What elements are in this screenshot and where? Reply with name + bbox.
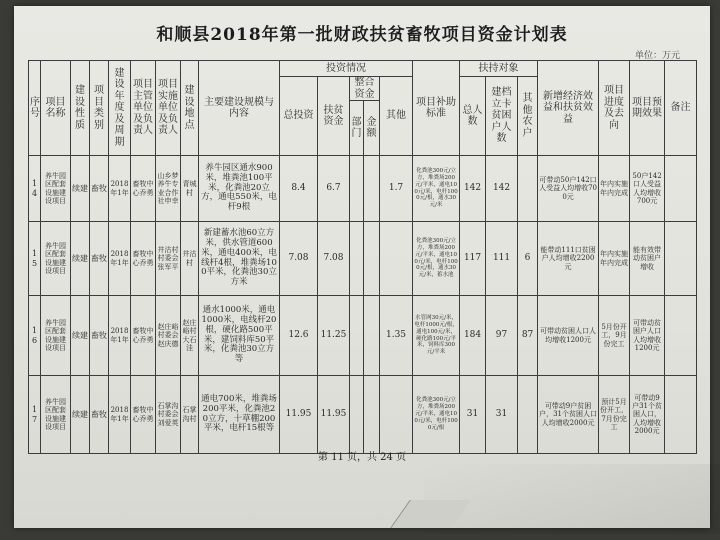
row-total-invest: 8.4 [280, 156, 318, 222]
row-seq: 16 [29, 296, 41, 376]
row-poverty-fund: 11.95 [318, 376, 350, 454]
row-remark [665, 296, 697, 376]
header-impl: 项目实施单位及负责人 [156, 61, 181, 156]
row-total-invest: 11.95 [280, 376, 318, 454]
table-row [29, 376, 697, 454]
header-progress: 项目进度及去向 [599, 61, 630, 156]
row-remark [665, 156, 697, 222]
row-other [380, 376, 413, 454]
row-benefit: 可带动贫困人口人均增收1200元 [538, 296, 599, 376]
row-expected: 50户142口人受益人均增收700元 [630, 156, 665, 222]
row-expected: 可带动贫困户人口人均增收1200元 [630, 296, 665, 376]
row-standard: 化粪池300元/立方，堆粪场200元/平米，通电100元/米，电杆1000元/根，通水30元/米，蓄水池 [413, 222, 460, 296]
header-benefit: 新增经济效益和扶贫效益 [538, 61, 599, 156]
row-other-hh [518, 376, 538, 454]
header-remark: 备注 [665, 61, 697, 156]
row-total-hh: 117 [460, 222, 486, 296]
unit-label: 单位：万元 [634, 51, 680, 61]
row-other: 1.7 [380, 156, 413, 222]
header-location: 建设地点 [181, 61, 199, 156]
row-other-hh: 6 [518, 222, 538, 296]
header-scale: 主要建设规模与内容 [199, 61, 280, 156]
row-progress: 年内实施年内完成 [599, 222, 630, 296]
row-impl: 赵庄峪村委会赵庆德 [156, 296, 181, 376]
row-category: 畜牧 [90, 222, 109, 296]
row-progress: 预计5月份开工，7月份完工 [599, 376, 630, 454]
header-seq: 序号 [29, 61, 41, 156]
row-remark [665, 376, 697, 454]
row-impl: 井沽村村委会张军平 [156, 222, 181, 296]
row-amount [364, 156, 380, 222]
row-card-hh: 111 [486, 222, 518, 296]
row-poverty-fund: 6.7 [318, 156, 350, 222]
row-seq: 14 [29, 156, 41, 222]
row-nature: 续建 [71, 222, 90, 296]
row-category: 畜牧 [90, 296, 109, 376]
header-total-hh: 总人数 [460, 77, 486, 156]
fund-plan-table [28, 60, 697, 454]
row-other [380, 222, 413, 296]
row-location: 石掌沟村 [181, 376, 199, 454]
row-dept: 畜牧中心乔勇 [131, 376, 156, 454]
row-remark [665, 222, 697, 296]
row-impl: 山乡梦养牛专业合作社申幸 [156, 156, 181, 222]
row-card-hh: 31 [486, 376, 518, 454]
header-name: 项目名称 [41, 61, 71, 156]
row-dept-col [350, 222, 364, 296]
row-benefit: 可带动9户贫困户，31个贫困人口人均增收2000元 [538, 376, 599, 454]
header-dept-col: 部门 [350, 101, 364, 156]
row-other-hh: 87 [518, 296, 538, 376]
row-category: 畜牧 [90, 376, 109, 454]
header-integrated: 整合资金 [350, 77, 380, 101]
row-total-hh: 142 [460, 156, 486, 222]
table-row [29, 222, 697, 296]
header-total-invest: 总投资 [280, 77, 318, 156]
row-card-hh: 142 [486, 156, 518, 222]
row-dept: 畜牧中心乔勇 [131, 222, 156, 296]
row-scale: 通电700米，堆粪场200平米，化粪池20立方，十草棚200平米，电杆15根等 [199, 376, 280, 454]
row-progress: 5月份开工，9月份完工 [599, 296, 630, 376]
header-year: 建设年度及周期 [109, 61, 131, 156]
document-title: 和顺县2018年第一批财政扶贫畜牧项目资金计划表 [156, 25, 568, 45]
row-location: 井沽村 [181, 222, 199, 296]
row-dept: 畜牧中心乔勇 [131, 296, 156, 376]
row-total-hh: 31 [460, 376, 486, 454]
row-scale: 通水1000米，通电1000米，电线杆20根，硬化路500平米，建饲料库50平米，化粪池30立方等 [199, 296, 280, 376]
row-expected: 可带动9户31个贫困人口，人均增收2000元 [630, 376, 665, 454]
row-year: 2018年1年 [109, 296, 131, 376]
table-row [29, 156, 697, 222]
row-nature: 续建 [71, 156, 90, 222]
header-investment: 投资情况 [280, 61, 413, 77]
row-progress: 年内实施年内完成 [599, 156, 630, 222]
row-benefit: 能带动111口贫困户人均增收2200元 [538, 222, 599, 296]
header-other-hh: 其他农户 [518, 77, 538, 156]
row-name: 养牛园区配套设施建设项目 [41, 376, 71, 454]
row-year: 2018年1年 [109, 222, 131, 296]
row-location: 赵庄峪村大石洼 [181, 296, 199, 376]
row-amount [364, 222, 380, 296]
row-scale: 养牛园区通水900米，堆粪池100平米，化粪池20立方，通电550米，电杆9根 [199, 156, 280, 222]
row-nature: 续建 [71, 296, 90, 376]
row-benefit: 可带动50户142口人受益人均增收700元 [538, 156, 599, 222]
header-dept: 项目主管单位及负责人 [131, 61, 156, 156]
row-dept-col [350, 296, 364, 376]
photo-shadow [424, 464, 720, 534]
row-location: 青城村 [181, 156, 199, 222]
row-dept: 畜牧中心乔勇 [131, 156, 156, 222]
header-expected: 项目预期效果 [630, 61, 665, 156]
row-amount [364, 296, 380, 376]
row-seq: 15 [29, 222, 41, 296]
row-name: 养牛园区配套设施建设项目 [41, 222, 71, 296]
header-card-hh: 建档立卡贫困户人数 [486, 77, 518, 156]
row-card-hh: 97 [486, 296, 518, 376]
row-name: 养牛园区配套设施建设项目 [41, 296, 71, 376]
header-nature: 建设性质 [71, 61, 90, 156]
row-total-hh: 184 [460, 296, 486, 376]
row-standard: 水管网30元/米，电杆1000元/根，通电100元/米，硬化路100元/平米，饲料库300元/平米 [413, 296, 460, 376]
row-seq: 17 [29, 376, 41, 454]
table-row [29, 296, 697, 376]
row-standard: 化粪池300元/立方，堆粪场200元/平米，通电100元/米，电杆1000元/根，通水30元/米 [413, 156, 460, 222]
page-footer: 第 11 页，共 24 页 [317, 452, 407, 463]
row-amount [364, 376, 380, 454]
header-standard: 项目补助标准 [413, 61, 460, 156]
row-poverty-fund: 11.25 [318, 296, 350, 376]
row-expected: 能有效带动贫困户增收 [630, 222, 665, 296]
row-dept-col [350, 376, 364, 454]
row-poverty-fund: 7.08 [318, 222, 350, 296]
row-year: 2018年1年 [109, 376, 131, 454]
row-name: 养牛园区配套设施建设项目 [41, 156, 71, 222]
header-poverty-fund: 扶贫资金 [318, 77, 350, 156]
document-page [14, 6, 710, 528]
row-nature: 续建 [71, 376, 90, 454]
row-total-invest: 7.08 [280, 222, 318, 296]
header-support: 扶持对象 [460, 61, 538, 77]
row-category: 畜牧 [90, 156, 109, 222]
row-total-invest: 12.6 [280, 296, 318, 376]
header-category: 项目类别 [90, 61, 109, 156]
row-scale: 新建蓄水池60立方米，供水管道600米，通电400米，电线杆4根，堆粪场100平米，化粪池30立方米 [199, 222, 280, 296]
row-year: 2018年1年 [109, 156, 131, 222]
row-dept-col [350, 156, 364, 222]
row-impl: 石掌沟村委会刘爱英 [156, 376, 181, 454]
row-standard: 化粪池300元/立方，堆粪场200元/平米，通电100元/米，电杆1000元/根 [413, 376, 460, 454]
header-amount: 金额 [364, 101, 380, 156]
row-other: 1.35 [380, 296, 413, 376]
row-other-hh [518, 156, 538, 222]
header-other: 其他 [380, 77, 413, 156]
